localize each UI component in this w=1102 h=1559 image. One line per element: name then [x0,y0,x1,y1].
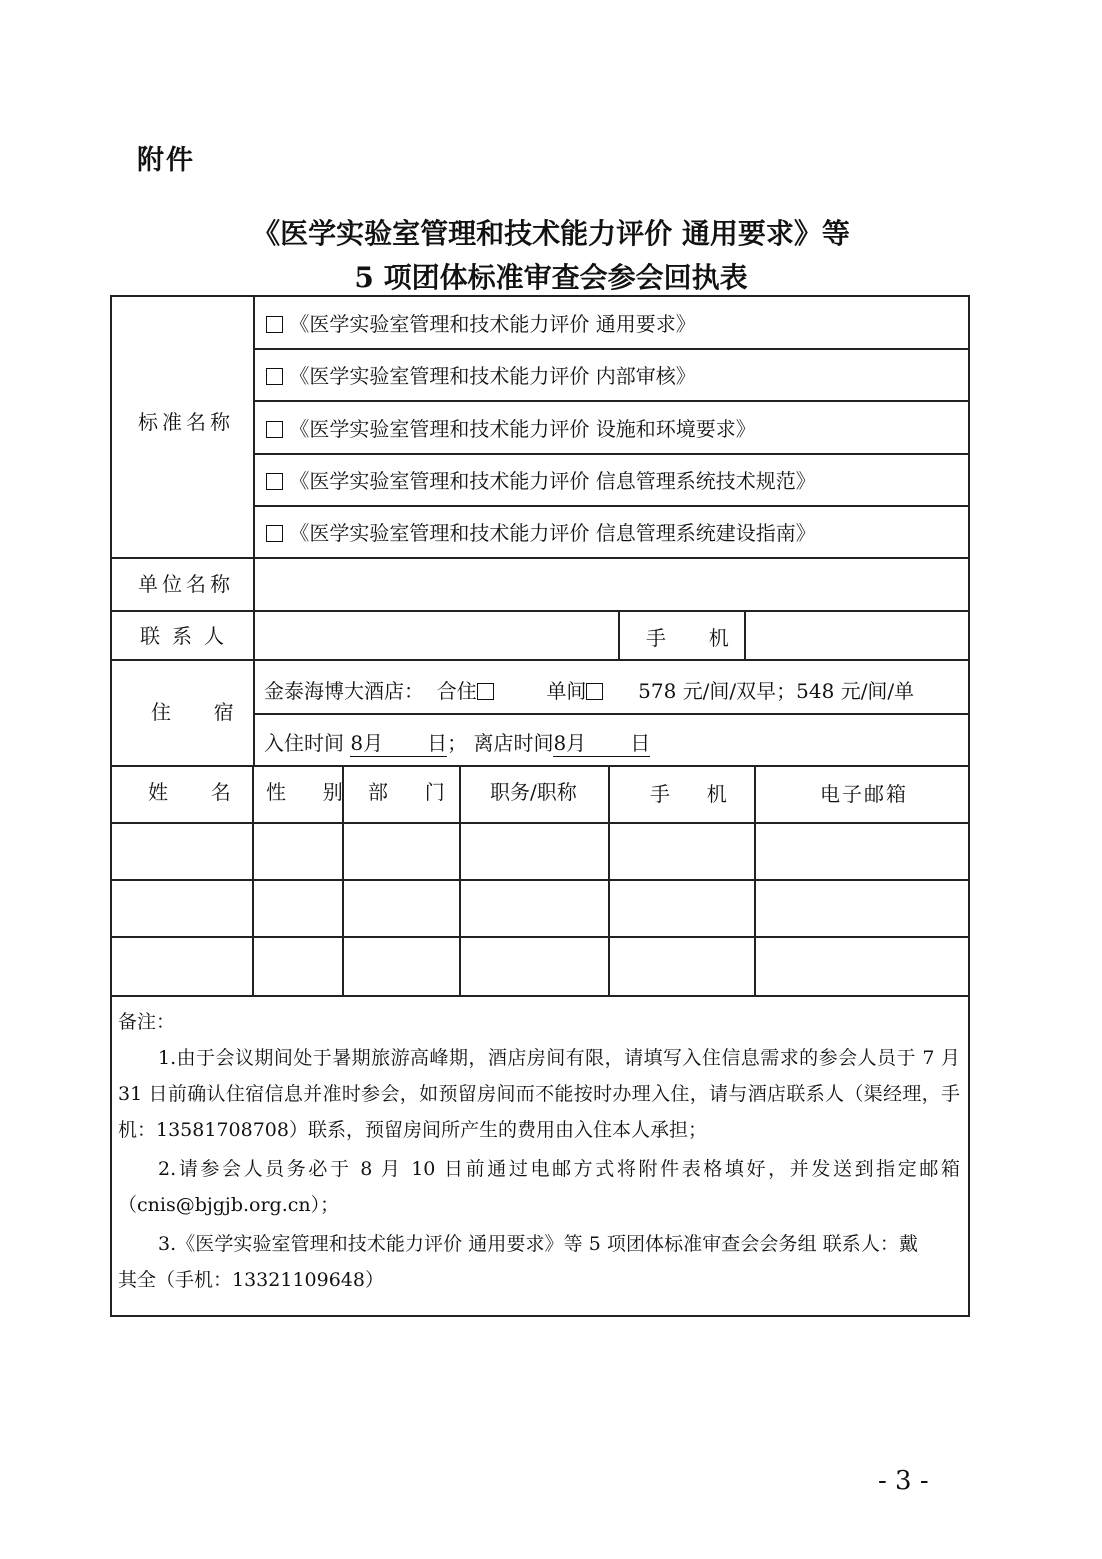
contact-field[interactable] [256,613,616,658]
col-gender: 性 别 [266,780,351,804]
page-title-line2: 5 项团体标准审查会参会回执表 [354,261,748,294]
single-room-label: 单间 [546,679,587,703]
divider [253,400,970,402]
checkin-month: 8月 [350,731,384,755]
checkbox[interactable] [266,525,283,542]
divider [110,610,970,612]
contact-label: 联系人 [140,624,236,648]
standard-option-3[interactable] [266,417,756,441]
col-position: 职务/职称 [490,780,577,804]
hotel-name: 金泰海博大酒店： [264,679,424,703]
col-mobile: 手 机 [650,782,735,806]
standard-option-label: 《医学实验室管理和技术能力评价 信息管理系统技术规范》 [289,469,816,493]
unit-name-label: 单位名称 [138,572,234,596]
standard-option-4[interactable] [266,469,816,493]
notes-heading: 备注： [118,1011,176,1033]
checkout-date-field[interactable] [553,731,650,757]
checkin-label: 入住时间 [264,731,344,755]
page-number: - 3 - [878,1466,929,1496]
room-price: 578 元/间/双早；548 元/间/单 [638,679,915,703]
note-item-3: 3.《医学实验室管理和技术能力评价 通用要求》等 5 项团体标准审查会会务组 联系人：戴其全（手机：13321109648） [118,1233,918,1291]
divider [253,295,255,765]
table-row[interactable] [112,938,968,994]
stay-dates-line [264,731,650,757]
col-email: 电子邮箱 [820,782,908,806]
standard-option-5[interactable] [266,521,816,545]
divider [110,659,970,661]
day-label: 日 [427,731,448,755]
divider [253,505,970,507]
standard-option-label: 《医学实验室管理和技术能力评价 内部审核》 [289,364,696,388]
single-room-checkbox[interactable] [586,683,603,700]
standard-option-label: 《医学实验室管理和技术能力评价 设施和环境要求》 [289,417,756,441]
standard-option-label: 《医学实验室管理和技术能力评价 信息管理系统建设指南》 [289,521,816,545]
note-item-1: 1.由于会议期间处于暑期旅游高峰期，酒店房间有限，请填写入住信息需求的参会人员于 7 月 31 日前确认住宿信息并准时参会，如预留房间而不能按时办理入住，请与酒店联系人（渠经理，手机：13581708708）联系，预留房间所产生的费用由入住本人承担； [118,1047,960,1141]
attachment-label: 附件 [137,145,195,176]
col-name: 姓 名 [148,780,241,804]
contact-mobile-label: 手 机 [646,626,739,650]
standard-option-2[interactable] [266,364,696,388]
separator: ； [447,731,468,755]
checkout-month: 8月 [553,731,587,755]
note-item-2: 2.请参会人员务必于 8 月 10 日前通过电邮方式将附件表格填好，并发送到指定邮箱（cnis@bjgjb.org.cn）； [118,1158,960,1216]
shared-room-label: 合住 [436,679,477,703]
standard-name-label: 标准名称 [138,410,234,434]
hotel-line [264,679,914,703]
divider [110,995,970,997]
divider [253,713,970,715]
lodging-label: 住 宿 [151,700,244,724]
contact-mobile-field[interactable] [748,613,968,658]
unit-name-field[interactable] [256,560,968,608]
divider [110,557,970,559]
checkin-date-field[interactable] [350,731,447,757]
table-row[interactable] [112,824,968,878]
standard-option-1[interactable] [266,312,696,336]
col-department: 部 门 [368,780,453,804]
standard-option-label: 《医学实验室管理和技术能力评价 通用要求》 [289,312,696,336]
checkbox[interactable] [266,473,283,490]
checkbox[interactable] [266,421,283,438]
page-title-line1: 《医学实验室管理和技术能力评价 通用要求》等 [252,217,850,250]
divider [744,611,746,660]
divider [253,453,970,455]
shared-room-checkbox[interactable] [477,683,494,700]
checkbox[interactable] [266,368,283,385]
divider [618,611,620,660]
divider [253,348,970,350]
table-row[interactable] [112,881,968,935]
checkout-label: 离店时间 [473,731,554,755]
day-label: 日 [630,731,651,755]
checkbox[interactable] [266,316,283,333]
divider [110,765,970,767]
